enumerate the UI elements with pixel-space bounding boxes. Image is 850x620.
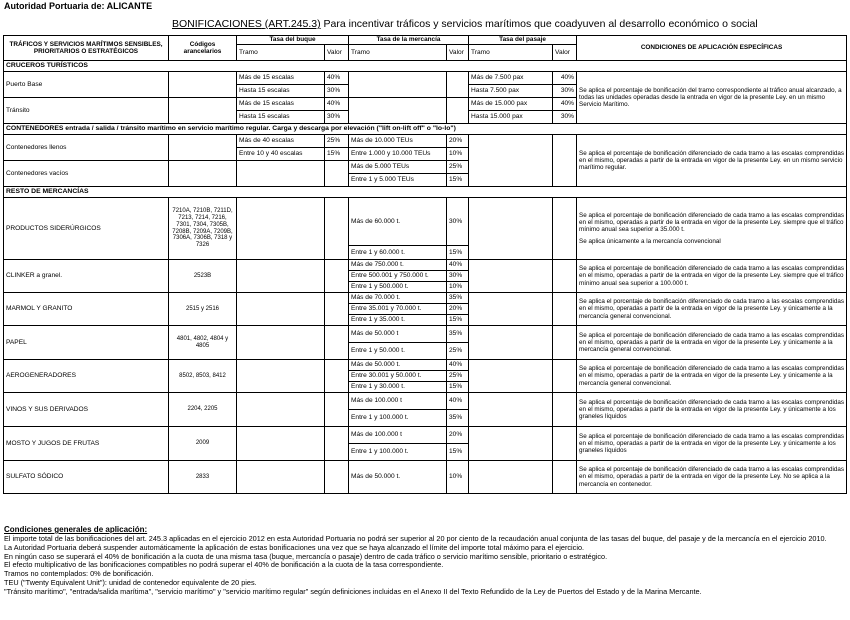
buque-tramo: Hasta 15 escalas [237,85,325,98]
mercancia-tramo: Más de 5.000 TEUs [349,161,447,174]
header-tramo: Tramo [469,45,553,61]
pasaje-valor: 40% [553,98,577,111]
row-label-mosto: MOSTO Y JUGOS DE FRUTAS [4,427,169,461]
mercancia-valor: 10% [447,461,469,494]
mercancia-valor: 40% [447,260,469,271]
row-label-transito: Tránsito [4,98,169,124]
mercancia-tramo: Más de 60.000 t. [349,198,447,246]
mercancia-valor: 20% [447,135,469,148]
mercancia-valor: 15% [447,174,469,187]
condition-text: Se aplica el porcentaje de bonificación diferenciado de cada tramo a las escalas comprendidas en el mismo, operadas a partir de la entrada en vigor de la presente Ley. siempre que el tráfico mínimo anual sea superior a 35.000 t. [579,211,845,233]
codes-marmol: 2515 y 2516 [169,293,237,326]
mercancia-tramo: Entre 1 y 5.000 TEUs [349,174,447,187]
condition-sulfato: Se aplica el porcentaje de bonificación diferenciado de cada tramo a las escalas comprendidas en el mismo, operadas a partir de la entrada en vigor de la presente Ley. No se aplica a la mercancía en contenedor. [577,461,847,494]
buque-valor: 30% [325,85,349,98]
mercancia-valor: 40% [447,393,469,410]
note-text: TEU ("Twenty Equivalent Unit"): unidad de contenedor equivalente de 20 pies. [4,578,257,588]
buque-tramo: Más de 40 escalas [237,135,325,148]
mercancia-tramo: Entre 1 y 500.000 t. [349,282,447,293]
mercancia-tramo: Entre 500.001 y 750.000 t. [349,271,447,282]
mercancia-valor: 30% [447,271,469,282]
codes-aerogeneradores: 8502, 8503, 8412 [169,360,237,393]
mercancia-valor: 35% [447,410,469,427]
mercancia-tramo: Entre 1.000 y 10.000 TEUs [349,148,447,161]
page-title [172,18,758,30]
mercancia-tramo: Más de 100.000 t [349,427,447,444]
condition-aerogeneradores: Se aplica el porcentaje de bonificación diferenciado de cada tramo a las escalas comprendidas en el mismo, operadas a partir de la entrada en vigor de la presente Ley. y únicamente a la mercancía general convencional. [577,360,847,393]
mercancia-valor: 20% [447,427,469,444]
mercancia-valor: 35% [447,293,469,304]
mercancia-tramo: Entre 1 y 60.000 t. [349,246,447,260]
mercancia-tramo: Entre 30.001 y 50.000 t. [349,371,447,382]
row-label-marmol: MARMOL Y GRANITO [4,293,169,326]
header-valor: Valor [325,45,349,61]
bonificaciones-table [3,35,847,494]
condition-clinker: Se aplica el porcentaje de bonificación diferenciado de cada tramo a las escalas comprendidas en el mismo, operadas a partir de la entrada en vigor de la presente Ley. siempre que el tráfico mínimo anual sea superior a 100.000 t. [577,260,847,293]
header-valor: Valor [553,45,577,61]
condition-marmol: Se aplica el porcentaje de bonificación diferenciado de cada tramo a las escalas comprendidas en el mismo, operadas a partir de la entrada en vigor de la presente Ley. y únicamente a la mercancía general convencional. [577,293,847,326]
mercancia-tramo: Más de 750.000 t. [349,260,447,271]
buque-tramo: Hasta 15 escalas [237,111,325,124]
header-tramo: Tramo [349,45,447,61]
row-label-vacios: Contenedores vacíos [4,161,169,187]
buque-tramo: Más de 15 escalas [237,72,325,85]
condition-text: Se aplica únicamente a la mercancía convencional [579,238,721,246]
mercancia-tramo: Entre 1 y 50.000 t. [349,343,447,360]
pasaje-tramo: Hasta 7.500 pax [469,85,553,98]
codes-siderurgicos: 7210A, 7210B, 7211D, 7213, 7214, 7216, 7301, 7304, 7305B, 7208B, 7209A, 7209B, 7306A, 7306B, 7318 y 7326 [169,198,237,260]
mercancia-valor: 30% [447,198,469,246]
header-tasa-buque: Tasa del buque [237,36,349,45]
pasaje-valor: 30% [553,85,577,98]
header-tasa-mercancia: Tasa de la mercancía [349,36,469,45]
section-resto: RESTO DE MERCANCÍAS [4,187,847,198]
row-label-vinos: VINOS Y SUS DERIVADOS [4,393,169,427]
pasaje-valor: 30% [553,111,577,124]
mercancia-valor: 25% [447,161,469,174]
title-article: (ART.245.3) [264,18,321,30]
codes-papel: 4801, 4802, 4804 y 4805 [169,326,237,360]
mercancia-valor: 15% [447,444,469,461]
buque-valor: 25% [325,135,349,148]
mercancia-valor: 15% [447,315,469,326]
header-valor: Valor [447,45,469,61]
header-traficos: TRÁFICOS Y SERVICIOS MARÍTIMOS SENSIBLES, PRIORITARIOS O ESTRATÉGICOS [4,36,169,61]
mercancia-tramo: Más de 50.000 t. [349,461,447,494]
pasaje-tramo: Más de 7.500 pax [469,72,553,85]
note-text: En ningún caso se superará el 40% de bonificación a la cuota de una misma tasa (buque, mercancía o pasaje) dentro de cada tráfico o servicio marítimo sensible, prioritario o estratégico. [4,551,608,561]
mercancia-tramo: Entre 1 y 100.000 t. [349,444,447,461]
condition-mosto: Se aplica el porcentaje de bonificación diferenciado de cada tramo a las escalas comprendidas en el mismo, operadas a partir de la entrada en vigor de la presente Ley. y únicamente a los graneles líquidos [577,427,847,461]
mercancia-tramo: Entre 1 y 35.000 t. [349,315,447,326]
buque-valor: 15% [325,148,349,161]
buque-valor: 40% [325,72,349,85]
row-label-llenos: Contenedores llenos [4,135,169,161]
codes-cell [169,72,237,98]
title-main: BONIFICACIONES [172,18,262,30]
pasaje-tramo: Hasta 15.000 pax [469,111,553,124]
pasaje-valor: 40% [553,72,577,85]
condition-papel: Se aplica el porcentaje de bonificación diferenciado de cada tramo a las escalas comprendidas en el mismo, operadas a partir de la entrada en vigor de la presente Ley. y únicamente a la mercancía general convencional. [577,326,847,360]
codes-mosto: 2009 [169,427,237,461]
mercancia-tramo: Más de 70.000 t. [349,293,447,304]
title-description: Para incentivar tráficos y servicios marítimos que coadyuven al desarrollo económico o social [320,18,758,30]
buque-tramo: Entre 10 y 40 escalas [237,148,325,161]
mercancia-valor: 15% [447,382,469,393]
port-authority-label: Autoridad Portuaria de: ALICANTE [4,1,153,11]
general-conditions-heading: Condiciones generales de aplicación: [4,525,148,534]
condition-vinos: Se aplica el porcentaje de bonificación diferenciado de cada tramo a las escalas comprendidas en el mismo, operadas a partir de la entrada en vigor de la presente Ley. y únicamente a los graneles líquidos [577,393,847,427]
mercancia-tramo: Más de 50.000 t [349,326,447,343]
mercancia-tramo: Más de 100.000 t [349,393,447,410]
section-contenedores: CONTENEDORES entrada / salida / tránsito marítimo en servicio marítimo regular. Carga y descarga por elevación ("lift on-lift off" o "lo-lo") [4,124,847,135]
note-text: La Autoridad Portuaria deberá suspender automáticamente la aplicación de estas bonificaciones una vez que se haya alcanzado el límite del importe total máximo para el ejercicio. [4,542,585,552]
codes-sulfato: 2833 [169,461,237,494]
condition-cruceros: Se aplica el porcentaje de bonificación del tramo correspondiente al tráfico anual alcanzado, a todas las unidades operadas desde la entrada en vigor de la presente Ley. en un mismo Servicio Marítimo. [577,72,847,124]
row-label-sulfato: SULFATO SÓDICO [4,461,169,494]
buque-valor: 40% [325,98,349,111]
mercancia-tramo: Entre 1 y 30.000 t. [349,382,447,393]
note-text: El importe total de las bonificaciones del art. 245.3 aplicadas en el ejercicio 2012 en esta Autoridad Portuaria no podrá ser superior al 20 por ciento de la recaudación anual conjunta de las tasas del buque, del pasaje y de la mercancía en el ejercicio 2010. [4,533,827,543]
codes-vinos: 2204, 2205 [169,393,237,427]
mercancia-tramo: Más de 10.000 TEUs [349,135,447,148]
note-text: Tramos no contemplados: 0% de bonificación. [4,569,154,579]
mercancia-valor: 15% [447,246,469,260]
mercancia-tramo: Entre 1 y 100.000 t. [349,410,447,427]
note-text: El efecto multiplicativo de las bonificaciones compatibles no podrá superar el 40% de bonificación a la cuota de la tasa correspondiente. [4,560,444,570]
section-cruceros: CRUCEROS TURÍSTICOS [4,61,847,72]
mercancia-valor: 40% [447,360,469,371]
mercancia-valor: 10% [447,148,469,161]
general-conditions [4,525,846,597]
mercancia-valor: 20% [447,304,469,315]
header-tasa-pasaje: Tasa del pasaje [469,36,577,45]
row-label-papel: PAPEL [4,326,169,360]
mercancia-valor: 25% [447,343,469,360]
codes-clinker: 2523B [169,260,237,293]
buque-tramo: Más de 15 escalas [237,98,325,111]
condition-contenedores: Se aplica el porcentaje de bonificación diferenciado de cada tramo a las escalas comprendidas en el mismo, operadas a partir de la entrada en vigor de la presente Ley. en un mismo servicio marítimo regular. [577,135,847,187]
mercancia-valor: 10% [447,282,469,293]
header-condiciones: CONDICIONES DE APLICACIÓN ESPECÍFICAS [577,36,847,61]
pasaje-tramo: Más de 15.000 pax [469,98,553,111]
row-label-puerto-base: Puerto Base [4,72,169,98]
row-label-aerogeneradores: AEROGENERADORES [4,360,169,393]
header-tramo: Tramo [237,45,325,61]
row-label-clinker: CLINKER a granel. [4,260,169,293]
row-label-siderurgicos: PRODUCTOS SIDERÚRGICOS [4,198,169,260]
header-codigos: Códigos arancelarios [169,36,237,61]
condition-siderurgicos [577,198,847,260]
mercancia-valor: 35% [447,326,469,343]
mercancia-tramo: Más de 50.000 t. [349,360,447,371]
buque-valor: 30% [325,111,349,124]
mercancia-valor: 25% [447,371,469,382]
note-text: "Tránsito marítimo", "entrada/salida marítima", "servicio marítimo" y "servicio marítimo regular" según definiciones incluidas en el Anexo II del Texto Refundido de la Ley de Puertos del Estado y de la Marina Mercante. [4,587,702,597]
mercancia-tramo: Entre 35.001 y 70.000 t. [349,304,447,315]
